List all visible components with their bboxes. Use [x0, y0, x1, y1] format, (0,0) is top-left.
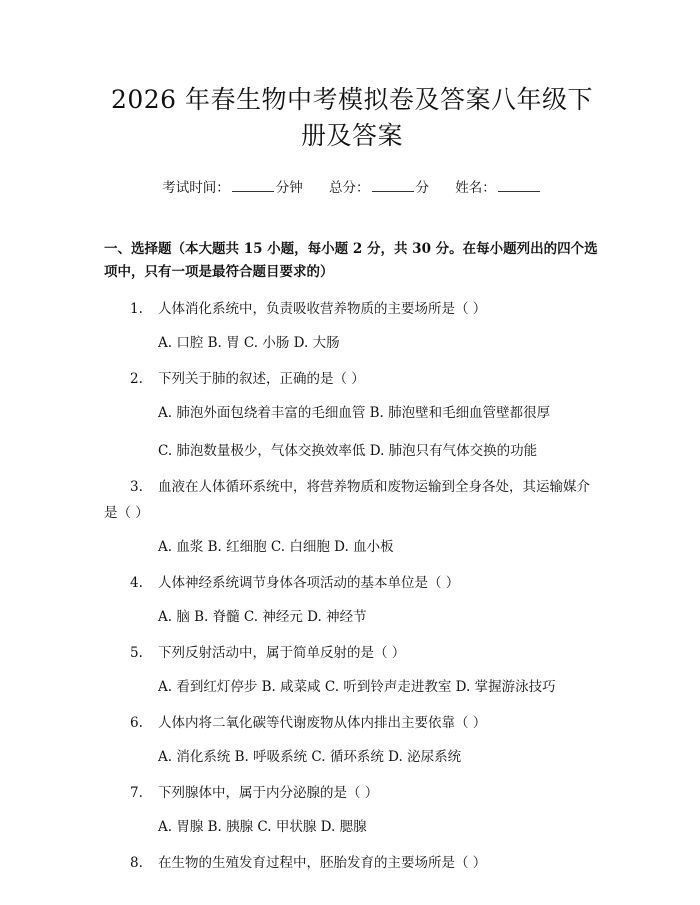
question-text: 人体神经系统调节身体各项活动的基本单位是（ ） — [158, 575, 460, 591]
question-stem — [104, 570, 600, 596]
page-title: 2026 年春生物中考模拟卷及答案八年级下册及答案 — [110, 85, 594, 150]
question-number: 2. — [130, 371, 143, 387]
question-stem — [104, 474, 600, 526]
time-label: 考试时间： — [162, 180, 230, 196]
question-stem — [104, 640, 600, 666]
exam-meta — [104, 178, 600, 198]
question-options: A. 血浆 B. 红细胞 C. 白细胞 D. 血小板 — [158, 539, 394, 555]
question-number: 1. — [130, 301, 143, 317]
question-item — [104, 850, 600, 876]
question-number: 6. — [130, 715, 143, 731]
question-stem — [104, 366, 600, 392]
score-blank — [372, 178, 414, 192]
question-number: 8. — [130, 855, 143, 871]
question-text: 人体消化系统中，负责吸收营养物质的主要场所是（ ） — [158, 301, 487, 317]
score-unit: 分 — [415, 180, 429, 196]
question-item — [104, 366, 600, 462]
question-number: 5. — [130, 645, 143, 661]
question-stem — [104, 780, 600, 806]
time-unit: 分钟 — [275, 180, 303, 196]
question-item — [104, 296, 600, 354]
question-number: 4. — [130, 575, 143, 591]
question-stem — [104, 710, 600, 736]
question-number: 3. — [130, 479, 143, 495]
question-text: 下列反射活动中，属于简单反射的是（ ） — [158, 645, 406, 661]
name-blank — [498, 178, 540, 192]
question-number: 7. — [130, 785, 143, 801]
question-options: A. 看到红灯停步 B. 咸菜咸 C. 听到铃声走进教室 D. 掌握游泳技巧 — [158, 679, 556, 695]
question-item — [104, 640, 600, 698]
question-text: 在生物的生殖发育过程中，胚胎发育的主要场所是（ ） — [158, 855, 487, 871]
question-item — [104, 570, 600, 628]
question-list — [104, 296, 600, 876]
question-stem — [104, 296, 600, 322]
question-item — [104, 474, 600, 558]
question-item — [104, 710, 600, 768]
question-options: C. 肺泡数量极少，气体交换效率低 D. 肺泡只有气体交换的功能 — [158, 443, 538, 459]
question-options: A. 胃腺 B. 胰腺 C. 甲状腺 D. 腮腺 — [158, 819, 367, 835]
question-item — [104, 780, 600, 838]
question-stem — [104, 850, 600, 876]
question-text: 血液在人体循环系统中，将营养物质和废物运输到全身各处，其运输媒介是（ ） — [104, 479, 590, 521]
question-text: 人体内将二氧化碳等代谢废物从体内排出主要依靠（ ） — [158, 715, 487, 731]
question-options: A. 消化系统 B. 呼吸系统 C. 循环系统 D. 泌尿系统 — [158, 749, 462, 765]
question-text: 下列关于肺的叙述，正确的是（ ） — [158, 371, 365, 387]
question-text: 下列腺体中，属于内分泌腺的是（ ） — [158, 785, 379, 801]
name-label: 姓名： — [455, 180, 496, 196]
question-options: A. 脑 B. 脊髓 C. 神经元 D. 神经节 — [158, 609, 367, 625]
score-label: 总分： — [329, 180, 370, 196]
section-heading: 一、选择题（本大题共 15 小题，每小题 2 分，共 30 分。在每小题列出的四个选项中，只有一项是最符合题目要求的） — [104, 241, 598, 280]
time-blank — [232, 178, 274, 192]
question-options: A. 口腔 B. 胃 C. 小肠 D. 大肠 — [158, 335, 340, 351]
question-options: A. 肺泡外面包绕着丰富的毛细血管 B. 肺泡壁和毛细血管壁都很厚 — [158, 405, 551, 421]
